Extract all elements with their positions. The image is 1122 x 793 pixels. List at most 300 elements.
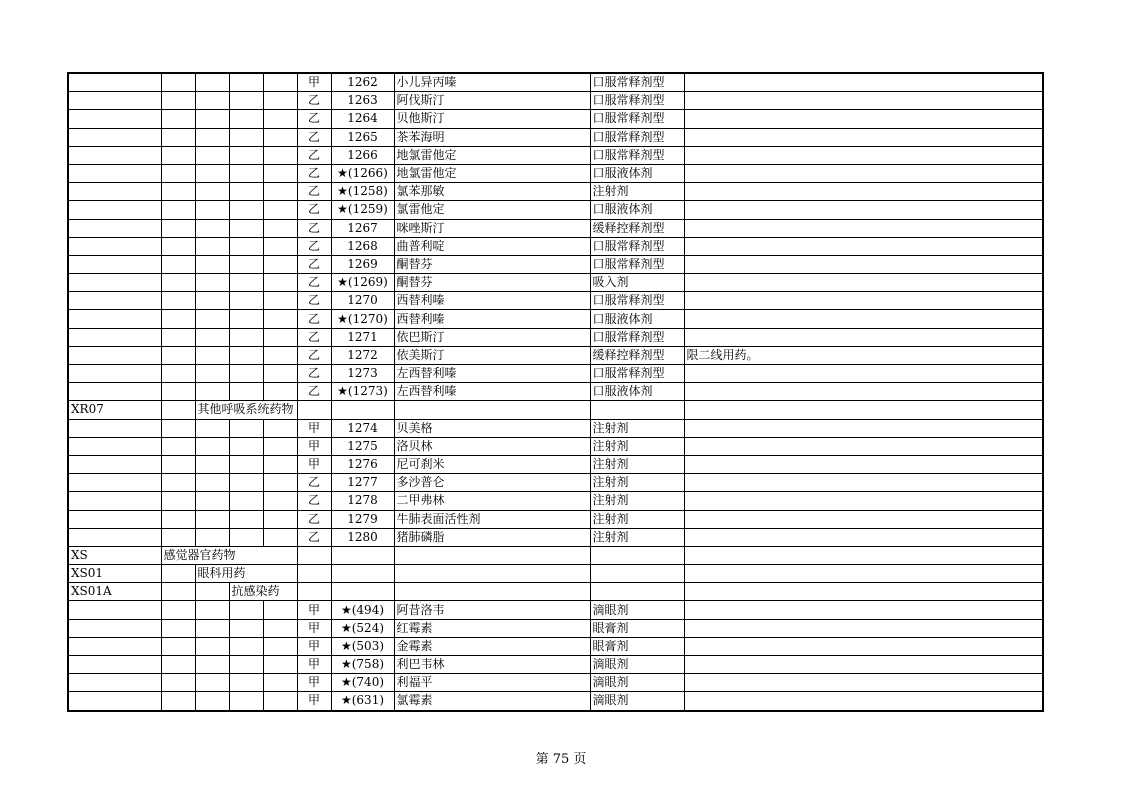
grade-cell: 乙 bbox=[297, 146, 331, 164]
grade-cell: 甲 bbox=[297, 455, 331, 473]
empty-cell bbox=[161, 383, 195, 401]
category-code-cell bbox=[68, 346, 161, 364]
empty-cell bbox=[263, 692, 297, 711]
category-code-cell bbox=[68, 73, 161, 92]
drug-name-cell: 西替利嗪 bbox=[394, 310, 590, 328]
drug-number-cell: 1277 bbox=[331, 474, 394, 492]
drug-row bbox=[68, 437, 1043, 455]
empty-cell bbox=[195, 310, 229, 328]
empty-cell bbox=[195, 92, 229, 110]
dosage-form-cell: 注射剂 bbox=[590, 492, 684, 510]
drug-row bbox=[68, 237, 1043, 255]
empty-cell bbox=[195, 146, 229, 164]
grade-cell: 乙 bbox=[297, 183, 331, 201]
empty-cell bbox=[195, 455, 229, 473]
drug-name-cell: 贝他斯汀 bbox=[394, 110, 590, 128]
empty-cell bbox=[263, 201, 297, 219]
category-code-cell bbox=[68, 419, 161, 437]
empty-cell bbox=[161, 601, 195, 619]
empty-cell bbox=[263, 183, 297, 201]
empty-cell bbox=[263, 656, 297, 674]
category-code-cell bbox=[68, 146, 161, 164]
empty-cell bbox=[161, 437, 195, 455]
empty-cell bbox=[161, 583, 195, 601]
category-code-cell bbox=[68, 637, 161, 655]
drug-row bbox=[68, 92, 1043, 110]
dosage-form-cell: 口服液体剂 bbox=[590, 383, 684, 401]
remark-cell bbox=[684, 656, 1043, 674]
empty-cell bbox=[195, 183, 229, 201]
grade-cell: 乙 bbox=[297, 92, 331, 110]
empty-cell bbox=[229, 383, 263, 401]
category-code-cell bbox=[68, 692, 161, 711]
remark-cell bbox=[684, 383, 1043, 401]
empty-cell bbox=[161, 201, 195, 219]
empty-cell bbox=[195, 601, 229, 619]
drug-number-cell: ★(1258) bbox=[331, 183, 394, 201]
drug-name-cell: 依巴斯汀 bbox=[394, 328, 590, 346]
drug-name-cell: 氯雷他定 bbox=[394, 201, 590, 219]
drug-name-cell: 咪唑斯汀 bbox=[394, 219, 590, 237]
empty-cell bbox=[161, 474, 195, 492]
empty-cell bbox=[263, 492, 297, 510]
dosage-form-cell: 口服液体剂 bbox=[590, 201, 684, 219]
drug-row bbox=[68, 474, 1043, 492]
empty-cell bbox=[195, 164, 229, 182]
drug-name-cell: 左西替利嗪 bbox=[394, 365, 590, 383]
remark-cell bbox=[684, 110, 1043, 128]
empty-cell bbox=[229, 146, 263, 164]
empty-cell bbox=[195, 237, 229, 255]
grade-cell: 乙 bbox=[297, 201, 331, 219]
empty-cell bbox=[161, 274, 195, 292]
dosage-form-cell: 眼膏剂 bbox=[590, 619, 684, 637]
category-code-cell bbox=[68, 455, 161, 473]
empty-cell bbox=[229, 419, 263, 437]
dosage-form-cell: 口服常释剂型 bbox=[590, 92, 684, 110]
dosage-form-cell: 口服常释剂型 bbox=[590, 146, 684, 164]
remark-cell bbox=[684, 601, 1043, 619]
remark-cell bbox=[684, 419, 1043, 437]
empty-cell bbox=[161, 492, 195, 510]
category-code-cell: XS01 bbox=[68, 565, 161, 583]
drug-row bbox=[68, 419, 1043, 437]
drug-number-cell: 1271 bbox=[331, 328, 394, 346]
empty-cell bbox=[195, 419, 229, 437]
drug-number-cell: ★(1273) bbox=[331, 383, 394, 401]
remark-cell bbox=[684, 619, 1043, 637]
grade-cell: 甲 bbox=[297, 437, 331, 455]
remark-cell bbox=[684, 437, 1043, 455]
drug-number-cell: 1276 bbox=[331, 455, 394, 473]
grade-cell: 乙 bbox=[297, 492, 331, 510]
grade-cell: 甲 bbox=[297, 674, 331, 692]
remark-cell bbox=[684, 510, 1043, 528]
drug-row bbox=[68, 692, 1043, 711]
empty-cell bbox=[229, 437, 263, 455]
dosage-form-cell: 口服常释剂型 bbox=[590, 237, 684, 255]
empty-cell bbox=[263, 292, 297, 310]
category-code-cell bbox=[68, 183, 161, 201]
remark-cell bbox=[684, 201, 1043, 219]
category-code-cell bbox=[68, 92, 161, 110]
empty-cell bbox=[195, 383, 229, 401]
remark-cell bbox=[684, 146, 1043, 164]
drug-number-cell bbox=[331, 546, 394, 564]
empty-cell bbox=[263, 383, 297, 401]
category-name-level2: 其他呼吸系统药物 bbox=[195, 401, 297, 419]
empty-cell bbox=[263, 274, 297, 292]
dosage-form-cell: 注射剂 bbox=[590, 510, 684, 528]
drug-row bbox=[68, 656, 1043, 674]
empty-cell bbox=[229, 474, 263, 492]
drug-number-cell: ★(740) bbox=[331, 674, 394, 692]
remark-cell bbox=[684, 401, 1043, 419]
remark-cell bbox=[684, 528, 1043, 546]
empty-cell bbox=[161, 656, 195, 674]
category-code-cell bbox=[68, 383, 161, 401]
dosage-form-cell bbox=[590, 583, 684, 601]
drug-name-cell: 茶苯海明 bbox=[394, 128, 590, 146]
empty-cell bbox=[263, 310, 297, 328]
empty-cell bbox=[229, 310, 263, 328]
drug-number-cell: 1263 bbox=[331, 92, 394, 110]
drug-number-cell: 1280 bbox=[331, 528, 394, 546]
grade-cell bbox=[297, 401, 331, 419]
grade-cell: 乙 bbox=[297, 274, 331, 292]
empty-cell bbox=[161, 619, 195, 637]
drug-row bbox=[68, 674, 1043, 692]
empty-cell bbox=[229, 237, 263, 255]
empty-cell bbox=[229, 328, 263, 346]
empty-cell bbox=[263, 528, 297, 546]
category-code-cell bbox=[68, 292, 161, 310]
drug-row bbox=[68, 528, 1043, 546]
empty-cell bbox=[229, 73, 263, 92]
grade-cell: 乙 bbox=[297, 237, 331, 255]
drug-number-cell: ★(1259) bbox=[331, 201, 394, 219]
empty-cell bbox=[161, 401, 195, 419]
dosage-form-cell: 缓释控释剂型 bbox=[590, 219, 684, 237]
drug-name-cell: 红霉素 bbox=[394, 619, 590, 637]
empty-cell bbox=[161, 310, 195, 328]
empty-cell bbox=[161, 346, 195, 364]
empty-cell bbox=[161, 292, 195, 310]
drug-name-cell: 利巴韦林 bbox=[394, 656, 590, 674]
remark-cell bbox=[684, 164, 1043, 182]
empty-cell bbox=[229, 346, 263, 364]
category-row bbox=[68, 583, 1043, 601]
grade-cell: 甲 bbox=[297, 419, 331, 437]
drug-name-cell: 酮替芬 bbox=[394, 255, 590, 273]
drug-name-cell: 利福平 bbox=[394, 674, 590, 692]
empty-cell bbox=[263, 255, 297, 273]
drug-name-cell bbox=[394, 565, 590, 583]
empty-cell bbox=[229, 674, 263, 692]
category-code-cell bbox=[68, 619, 161, 637]
empty-cell bbox=[263, 619, 297, 637]
remark-cell: 限二线用药。 bbox=[684, 346, 1043, 364]
remark-cell bbox=[684, 73, 1043, 92]
drug-name-cell: 多沙普仑 bbox=[394, 474, 590, 492]
grade-cell: 乙 bbox=[297, 164, 331, 182]
drug-name-cell: 酮替芬 bbox=[394, 274, 590, 292]
drug-number-cell: ★(503) bbox=[331, 637, 394, 655]
grade-cell: 甲 bbox=[297, 637, 331, 655]
grade-cell: 乙 bbox=[297, 510, 331, 528]
drug-row bbox=[68, 274, 1043, 292]
drug-number-cell: ★(494) bbox=[331, 601, 394, 619]
grade-cell: 乙 bbox=[297, 128, 331, 146]
remark-cell bbox=[684, 292, 1043, 310]
drug-name-cell: 二甲弗林 bbox=[394, 492, 590, 510]
drug-number-cell: 1273 bbox=[331, 365, 394, 383]
drug-number-cell bbox=[331, 401, 394, 419]
empty-cell bbox=[263, 419, 297, 437]
remark-cell bbox=[684, 237, 1043, 255]
drug-number-cell: ★(1269) bbox=[331, 274, 394, 292]
grade-cell: 乙 bbox=[297, 474, 331, 492]
dosage-form-cell: 口服常释剂型 bbox=[590, 365, 684, 383]
drug-number-cell: 1265 bbox=[331, 128, 394, 146]
drug-row bbox=[68, 201, 1043, 219]
empty-cell bbox=[229, 292, 263, 310]
drug-name-cell: 尼可刹米 bbox=[394, 455, 590, 473]
dosage-form-cell: 口服常释剂型 bbox=[590, 328, 684, 346]
drug-row bbox=[68, 73, 1043, 92]
drug-row bbox=[68, 510, 1043, 528]
grade-cell: 甲 bbox=[297, 619, 331, 637]
empty-cell bbox=[263, 637, 297, 655]
drug-number-cell: 1262 bbox=[331, 73, 394, 92]
empty-cell bbox=[229, 492, 263, 510]
remark-cell bbox=[684, 92, 1043, 110]
empty-cell bbox=[195, 274, 229, 292]
empty-cell bbox=[161, 255, 195, 273]
category-code-cell bbox=[68, 110, 161, 128]
category-row bbox=[68, 401, 1043, 419]
grade-cell: 乙 bbox=[297, 255, 331, 273]
grade-cell: 甲 bbox=[297, 656, 331, 674]
grade-cell: 乙 bbox=[297, 383, 331, 401]
empty-cell bbox=[263, 219, 297, 237]
empty-cell bbox=[263, 365, 297, 383]
dosage-form-cell: 注射剂 bbox=[590, 474, 684, 492]
empty-cell bbox=[263, 437, 297, 455]
drug-row bbox=[68, 346, 1043, 364]
drug-name-cell bbox=[394, 546, 590, 564]
drug-number-cell: 1279 bbox=[331, 510, 394, 528]
empty-cell bbox=[161, 73, 195, 92]
drug-row bbox=[68, 146, 1043, 164]
remark-cell bbox=[684, 455, 1043, 473]
empty-cell bbox=[263, 92, 297, 110]
drug-row bbox=[68, 219, 1043, 237]
grade-cell: 乙 bbox=[297, 528, 331, 546]
category-code-cell bbox=[68, 310, 161, 328]
empty-cell bbox=[161, 110, 195, 128]
drug-row bbox=[68, 310, 1043, 328]
empty-cell bbox=[263, 128, 297, 146]
drug-name-cell: 依美斯汀 bbox=[394, 346, 590, 364]
remark-cell bbox=[684, 128, 1043, 146]
remark-cell bbox=[684, 637, 1043, 655]
dosage-form-cell: 注射剂 bbox=[590, 437, 684, 455]
empty-cell bbox=[263, 601, 297, 619]
remark-cell bbox=[684, 565, 1043, 583]
grade-cell: 甲 bbox=[297, 601, 331, 619]
empty-cell bbox=[195, 656, 229, 674]
drug-row bbox=[68, 128, 1043, 146]
remark-cell bbox=[684, 219, 1043, 237]
dosage-form-cell: 注射剂 bbox=[590, 183, 684, 201]
empty-cell bbox=[195, 292, 229, 310]
drug-row bbox=[68, 110, 1043, 128]
dosage-form-cell: 注射剂 bbox=[590, 419, 684, 437]
remark-cell bbox=[684, 674, 1043, 692]
remark-cell bbox=[684, 474, 1043, 492]
category-code-cell bbox=[68, 219, 161, 237]
drug-name-cell: 阿伐斯汀 bbox=[394, 92, 590, 110]
drug-number-cell: 1268 bbox=[331, 237, 394, 255]
category-code-cell bbox=[68, 656, 161, 674]
drug-number-cell: 1272 bbox=[331, 346, 394, 364]
drug-row bbox=[68, 601, 1043, 619]
grade-cell: 乙 bbox=[297, 310, 331, 328]
empty-cell bbox=[195, 692, 229, 711]
category-code-cell bbox=[68, 510, 161, 528]
empty-cell bbox=[161, 146, 195, 164]
empty-cell bbox=[229, 164, 263, 182]
remark-cell bbox=[684, 546, 1043, 564]
empty-cell bbox=[161, 510, 195, 528]
grade-cell: 乙 bbox=[297, 219, 331, 237]
empty-cell bbox=[195, 674, 229, 692]
empty-cell bbox=[195, 110, 229, 128]
dosage-form-cell bbox=[590, 401, 684, 419]
remark-cell bbox=[684, 183, 1043, 201]
drug-name-cell: 阿昔洛韦 bbox=[394, 601, 590, 619]
empty-cell bbox=[195, 492, 229, 510]
drug-name-cell: 氯苯那敏 bbox=[394, 183, 590, 201]
grade-cell: 甲 bbox=[297, 73, 331, 92]
drug-name-cell: 氯霉素 bbox=[394, 692, 590, 711]
empty-cell bbox=[195, 219, 229, 237]
drug-name-cell: 左西替利嗪 bbox=[394, 383, 590, 401]
drug-number-cell: ★(631) bbox=[331, 692, 394, 711]
empty-cell bbox=[195, 73, 229, 92]
empty-cell bbox=[195, 201, 229, 219]
remark-cell bbox=[684, 365, 1043, 383]
dosage-form-cell: 口服常释剂型 bbox=[590, 255, 684, 273]
empty-cell bbox=[263, 73, 297, 92]
drug-number-cell: ★(1266) bbox=[331, 164, 394, 182]
empty-cell bbox=[229, 656, 263, 674]
drug-number-cell: ★(1270) bbox=[331, 310, 394, 328]
empty-cell bbox=[161, 164, 195, 182]
drug-name-cell: 贝美格 bbox=[394, 419, 590, 437]
empty-cell bbox=[229, 219, 263, 237]
category-code-cell bbox=[68, 674, 161, 692]
empty-cell bbox=[263, 237, 297, 255]
drug-number-cell: 1269 bbox=[331, 255, 394, 273]
dosage-form-cell: 缓释控释剂型 bbox=[590, 346, 684, 364]
grade-cell: 甲 bbox=[297, 692, 331, 711]
drug-number-cell: 1267 bbox=[331, 219, 394, 237]
category-code-cell bbox=[68, 601, 161, 619]
drug-name-cell: 地氯雷他定 bbox=[394, 146, 590, 164]
drug-number-cell: 1275 bbox=[331, 437, 394, 455]
drug-row bbox=[68, 492, 1043, 510]
remark-cell bbox=[684, 492, 1043, 510]
empty-cell bbox=[229, 528, 263, 546]
remark-cell bbox=[684, 310, 1043, 328]
empty-cell bbox=[229, 601, 263, 619]
grade-cell: 乙 bbox=[297, 292, 331, 310]
category-row bbox=[68, 546, 1043, 564]
drug-catalog-table bbox=[67, 72, 1044, 712]
empty-cell bbox=[263, 146, 297, 164]
drug-number-cell: 1264 bbox=[331, 110, 394, 128]
remark-cell bbox=[684, 692, 1043, 711]
empty-cell bbox=[161, 92, 195, 110]
empty-cell bbox=[161, 219, 195, 237]
empty-cell bbox=[229, 201, 263, 219]
drug-row bbox=[68, 637, 1043, 655]
empty-cell bbox=[263, 328, 297, 346]
empty-cell bbox=[229, 365, 263, 383]
empty-cell bbox=[195, 474, 229, 492]
category-code-cell: XS bbox=[68, 546, 161, 564]
category-code-cell bbox=[68, 492, 161, 510]
dosage-form-cell: 滴眼剂 bbox=[590, 692, 684, 711]
empty-cell bbox=[263, 674, 297, 692]
empty-cell bbox=[195, 346, 229, 364]
drug-name-cell bbox=[394, 583, 590, 601]
empty-cell bbox=[161, 183, 195, 201]
drug-number-cell: 1266 bbox=[331, 146, 394, 164]
grade-cell bbox=[297, 583, 331, 601]
remark-cell bbox=[684, 583, 1043, 601]
grade-cell: 乙 bbox=[297, 365, 331, 383]
category-name-level2: 眼科用药 bbox=[195, 565, 297, 583]
dosage-form-cell: 滴眼剂 bbox=[590, 674, 684, 692]
drug-name-cell: 金霉素 bbox=[394, 637, 590, 655]
drug-number-cell: ★(758) bbox=[331, 656, 394, 674]
empty-cell bbox=[161, 674, 195, 692]
category-name-level3: 抗感染药 bbox=[229, 583, 297, 601]
drug-row bbox=[68, 328, 1043, 346]
empty-cell bbox=[263, 110, 297, 128]
empty-cell bbox=[161, 565, 195, 583]
empty-cell bbox=[263, 346, 297, 364]
empty-cell bbox=[195, 528, 229, 546]
grade-cell bbox=[297, 565, 331, 583]
drug-row bbox=[68, 255, 1043, 273]
empty-cell bbox=[229, 510, 263, 528]
remark-cell bbox=[684, 255, 1043, 273]
empty-cell bbox=[161, 528, 195, 546]
empty-cell bbox=[263, 455, 297, 473]
empty-cell bbox=[161, 637, 195, 655]
table-body bbox=[68, 73, 1043, 711]
empty-cell bbox=[195, 255, 229, 273]
category-code-cell bbox=[68, 437, 161, 455]
empty-cell bbox=[195, 437, 229, 455]
empty-cell bbox=[229, 128, 263, 146]
drug-name-cell bbox=[394, 401, 590, 419]
empty-cell bbox=[161, 455, 195, 473]
